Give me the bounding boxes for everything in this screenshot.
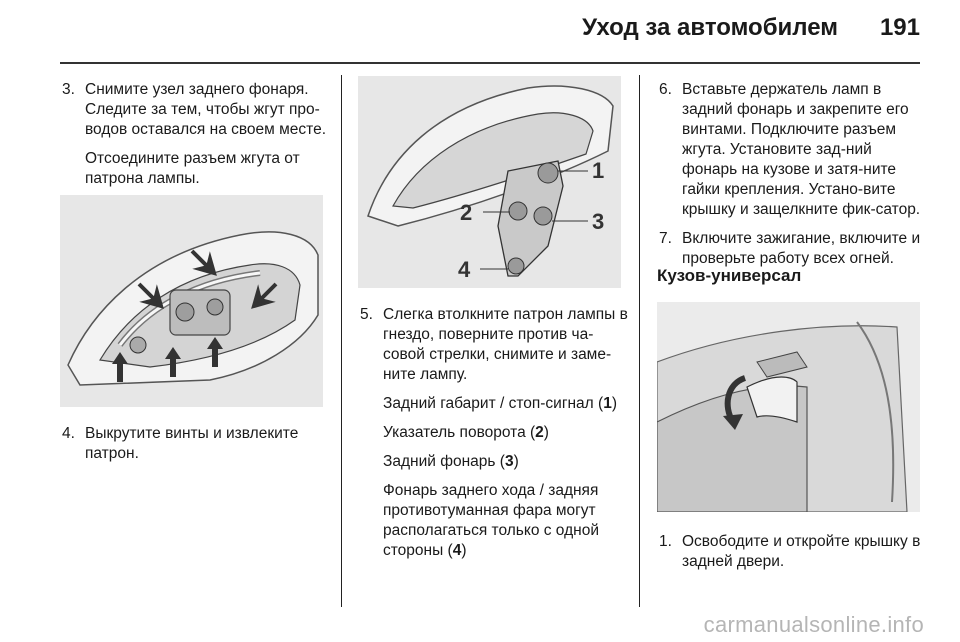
figure-bulb-holder [358, 76, 621, 288]
column-divider-2 [639, 75, 640, 607]
step-number: 1. [659, 533, 672, 550]
step-7 [657, 229, 922, 269]
column-divider-1 [341, 75, 342, 607]
down-arrow-icon [135, 280, 165, 310]
step-3 [60, 80, 335, 140]
section-heading: Кузов-универсал [657, 266, 802, 285]
step-text: Включите зажигание, включите и проверьте работу всех огней. [682, 230, 921, 267]
rotate-arrow-icon [719, 372, 753, 432]
step-number: 4. [62, 425, 75, 442]
step-number: 5. [360, 306, 373, 323]
bulb-item-3: Задний фонарь (3) [383, 453, 519, 470]
step-number: 7. [659, 230, 672, 247]
step-number: 6. [659, 81, 672, 98]
column-3-top [657, 80, 922, 278]
up-arrow-icon [163, 345, 183, 379]
step-text: Освободите и откройте крышку в задней двери. [682, 533, 921, 570]
page-number: 191 [879, 14, 920, 41]
callout-1: 1 [592, 158, 605, 183]
figure-tailgate-cover [657, 302, 920, 512]
callout-3: 3 [592, 209, 605, 234]
callout-4: 4 [458, 257, 471, 282]
figure-lamp-assembly [60, 195, 323, 407]
bulb-item-1: Задний габарит / стоп-сигнал (1) [383, 395, 617, 412]
step-number: 3. [62, 81, 75, 98]
callout-2: 2 [460, 200, 473, 225]
step-4 [60, 424, 335, 464]
bulb-item-4: Фонарь заднего хода / задняя противотуманная фара могут располагаться только с одной стороны (4) [383, 482, 599, 559]
up-arrow-icon [205, 335, 225, 369]
down-arrow-icon [188, 247, 218, 277]
column-3-bottom [657, 532, 922, 581]
bulb-item-2: Указатель поворота (2) [383, 424, 549, 441]
column-1-top [60, 80, 335, 198]
page-header [60, 0, 920, 64]
step-5 [358, 305, 628, 385]
step-text: Слегка втолкните патрон лампы в гнездо, поверните против ча-совой стрелки, снимите и заме-ните лампу. [383, 306, 628, 383]
step-text: Снимите узел заднего фонаря. Следите за тем, чтобы жгут про-водов оставался на своем месте. [85, 81, 327, 138]
column-1-bottom [60, 424, 335, 473]
step-text: Вставьте держатель ламп в задний фонарь и закрепите его винтами. Подключите разъем жгута. Установите зад-ний фонарь на кузове и затя-ните гайки крепления. Устано-вите крышку и защелкните фик-сатор. [682, 81, 921, 218]
up-arrow-icon [110, 350, 130, 384]
down-arrow-icon [250, 280, 280, 310]
column-2-text [358, 305, 628, 570]
page-title: Уход за автомобилем [582, 14, 838, 41]
step-6 [657, 80, 922, 220]
watermark: carmanualsonline.info [703, 612, 924, 637]
step-1 [657, 532, 922, 572]
step-note: Отсоедините разъем жгута от патрона лампы. [85, 150, 300, 187]
step-text: Выкрутите винты и извлеките патрон. [85, 425, 299, 462]
